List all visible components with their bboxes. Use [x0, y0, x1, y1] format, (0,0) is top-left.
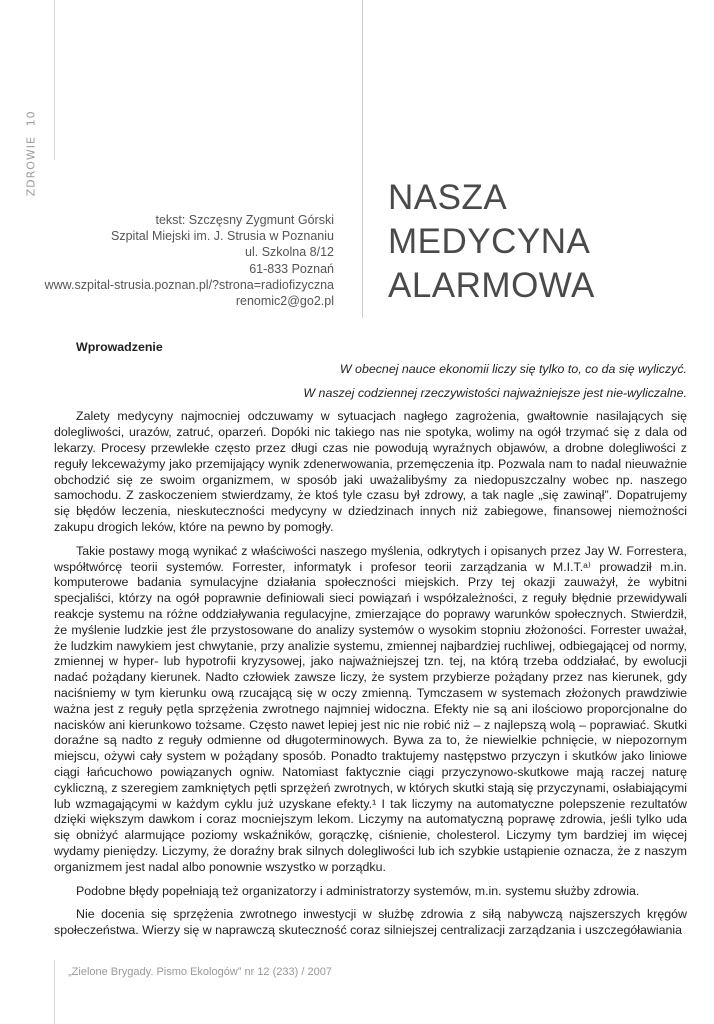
- article-title: [388, 176, 595, 308]
- paragraph: Podobne błędy popełniają też organizatorzy i administratorzy systemów, m.in. systemu służby zdrowia.: [76, 883, 640, 898]
- motto-line: W obecnej nauce ekonomii liczy się tylko to, co da się wyliczyć.: [339, 361, 687, 376]
- author-line: Szpital Miejski im. J. Strusia w Poznaniu: [111, 229, 334, 244]
- section-heading: Wprowadzenie: [76, 340, 163, 354]
- page-number: 10: [24, 110, 38, 126]
- title-line: NASZA: [388, 178, 508, 217]
- footer-citation: „Zielone Brygady. Pismo Ekologów” nr 12 (233) / 2007: [68, 966, 332, 978]
- motto-line: W naszej codziennej rzeczywistości najważniejsze jest nie-wyliczalne.: [303, 385, 687, 400]
- author-line: tekst: Szczęsny Zygmunt Górski: [155, 213, 334, 227]
- author-url[interactable]: www.szpital-strusia.poznan.pl/?strona=radiofizyczna: [44, 277, 334, 292]
- header-divider: [362, 0, 363, 318]
- section-label: ZDROWIE: [24, 136, 38, 197]
- title-line: MEDYCYNA: [388, 222, 591, 261]
- author-line: ul. Szkolna 8/12: [245, 245, 334, 260]
- sidebar-label: [23, 110, 39, 206]
- paragraph: Zalety medycyny najmocniej odczuwamy w sytuacjach nagłego zagrożenia, gwałtownie nasilających się dolegliwości, urazów, zatruć, oparzeń. Dopóki nic takiego nas nie spotyka, wolimy na ogół trzymać się z dala od lekarzy. Procesy przewlekłe często przez długi czas nie powodują wyraźnych objawów, a drobne dolegliwości z reguły lekceważymy jako przemijający wynik zdenerwowania, przemęczenia itp. Pozwala nam to nadal nieuważnie obchodzić się ze swoim organizmem, w sposób jaki uważalibyśmy za niedopuszczalny wobec np. naszego samochodu. Z zaskoczeniem stwierdzamy, że ktoś tyle czasu był zdrowy, a tak nagle „się zawinął”. Dopatrujemy się błędów leczenia, nieskuteczności medycyny w dziedzinach innych niż zabiegowe, finansowej niemożności zakupu drogich leków, które na pewno by pomogły.: [54, 409, 687, 534]
- author-email[interactable]: renomic2@go2.pl: [235, 294, 334, 309]
- sidebar-rule: [54, 0, 55, 160]
- paragraph: Takie postawy mogą wynikać z właściwości naszego myślenia, odkrytych i opisanych przez Jay W. Forrestera, współtwórcę teorii systemów. Forrester, informatyk i profesor teorii zarządzania w M.I.T.ᵃ⁾ prowadził m.in. komputerowe badania symulacyjne działania społeczności miejskich. Przy tej okazji zauważył, że wybitni specjaliści, którzy na ogół poprawnie definiowali sieci powiązań i współzależności, z reguły błędnie przewidywali reakcje systemu na różne oddziaływania regulacyjne, zmierzające do poprawy warunków społecznych. Stwierdził, że myślenie ludzkie jest źle przystosowane do analizy systemów o wysokim stopniu złożoności. Forrester uważał, że ludzkim nawykiem jest chwytanie, przy analizie systemu, zmiennej najbardziej ruchliwej, odbiegającej od normy, zmiennej w hyper- lub hypotrofii kryzysowej, jako najważniejszej tzn. tej, na którą trzeba oddziałać, by ewolucji nadać pożądany kierunek. Nadto człowiek zawsze liczy, że system przybierze pożądany przez nas kierunek, gdy naciśniemy w tym kierunku ową rzucającą się w oczy zmienną. Tymczasem w systemach złożonych prawdziwie ważna jest z reguły pętla sprzężenia zwrotnego najmniej widoczna. Efekty nie są ani ilościowo proporcjonalne do nacisków ani kierunkowo tożsame. Często nawet lepiej jest nic nie robić niż – z najlepszą wolą – poprawiać. Skutki doraźne są nadto z reguły odmienne od długoterminowych. Bywa za to, że niewielkie pchnięcie, w niepozornym miejscu, ożywi cały system w pożądany sposób. Ponadto traktujemy następstwo przyczyn i skutków jako liniowe ciągi łańcuchowo powiązanych ogniw. Natomiast faktycznie ciągi przyczynowo-skutkowe mają raczej naturę cykliczną, z szeregiem zamkniętych pętli sprzężeń zwrotnych, w których skutki stają się przyczynami, osłabiającymi lub wzmagającymi w każdym cyklu już uzyskane efekty.¹ I tak liczymy na automatyczne polepszenie rezultatów dzięki większym dawkom i coraz mocniejszym lekom. Liczymy na automatyczną poprawę zdrowia, jeśli tylko uda się obniżyć alarmujące poziomy wskaźników, gorączkę, ciśnienie, cholesterol. Liczymy tym bardziej im więcej wydamy pieniędzy. Liczymy, że doraźny brak silnych dolegliwości lub ich szybkie ustąpienie oznacza, że z naszym organizmem jest nadal albo ponownie wszystko w porządku.: [54, 543, 687, 874]
- paragraph: Nie docenia się sprzężenia zwrotnego inwestycji w służbę zdrowia z siłą nabywczą najszerszych kręgów społeczeństwa. Wierzy się w naprawczą skuteczność coraz silniejszej centralizacji zarządzania i uszczegóławiania: [54, 907, 687, 938]
- title-line: ALARMOWA: [388, 266, 595, 305]
- article-body: [54, 340, 687, 947]
- author-info: [45, 212, 334, 309]
- author-line: 61-833 Poznań: [249, 261, 334, 276]
- footer-rule: [54, 960, 55, 1024]
